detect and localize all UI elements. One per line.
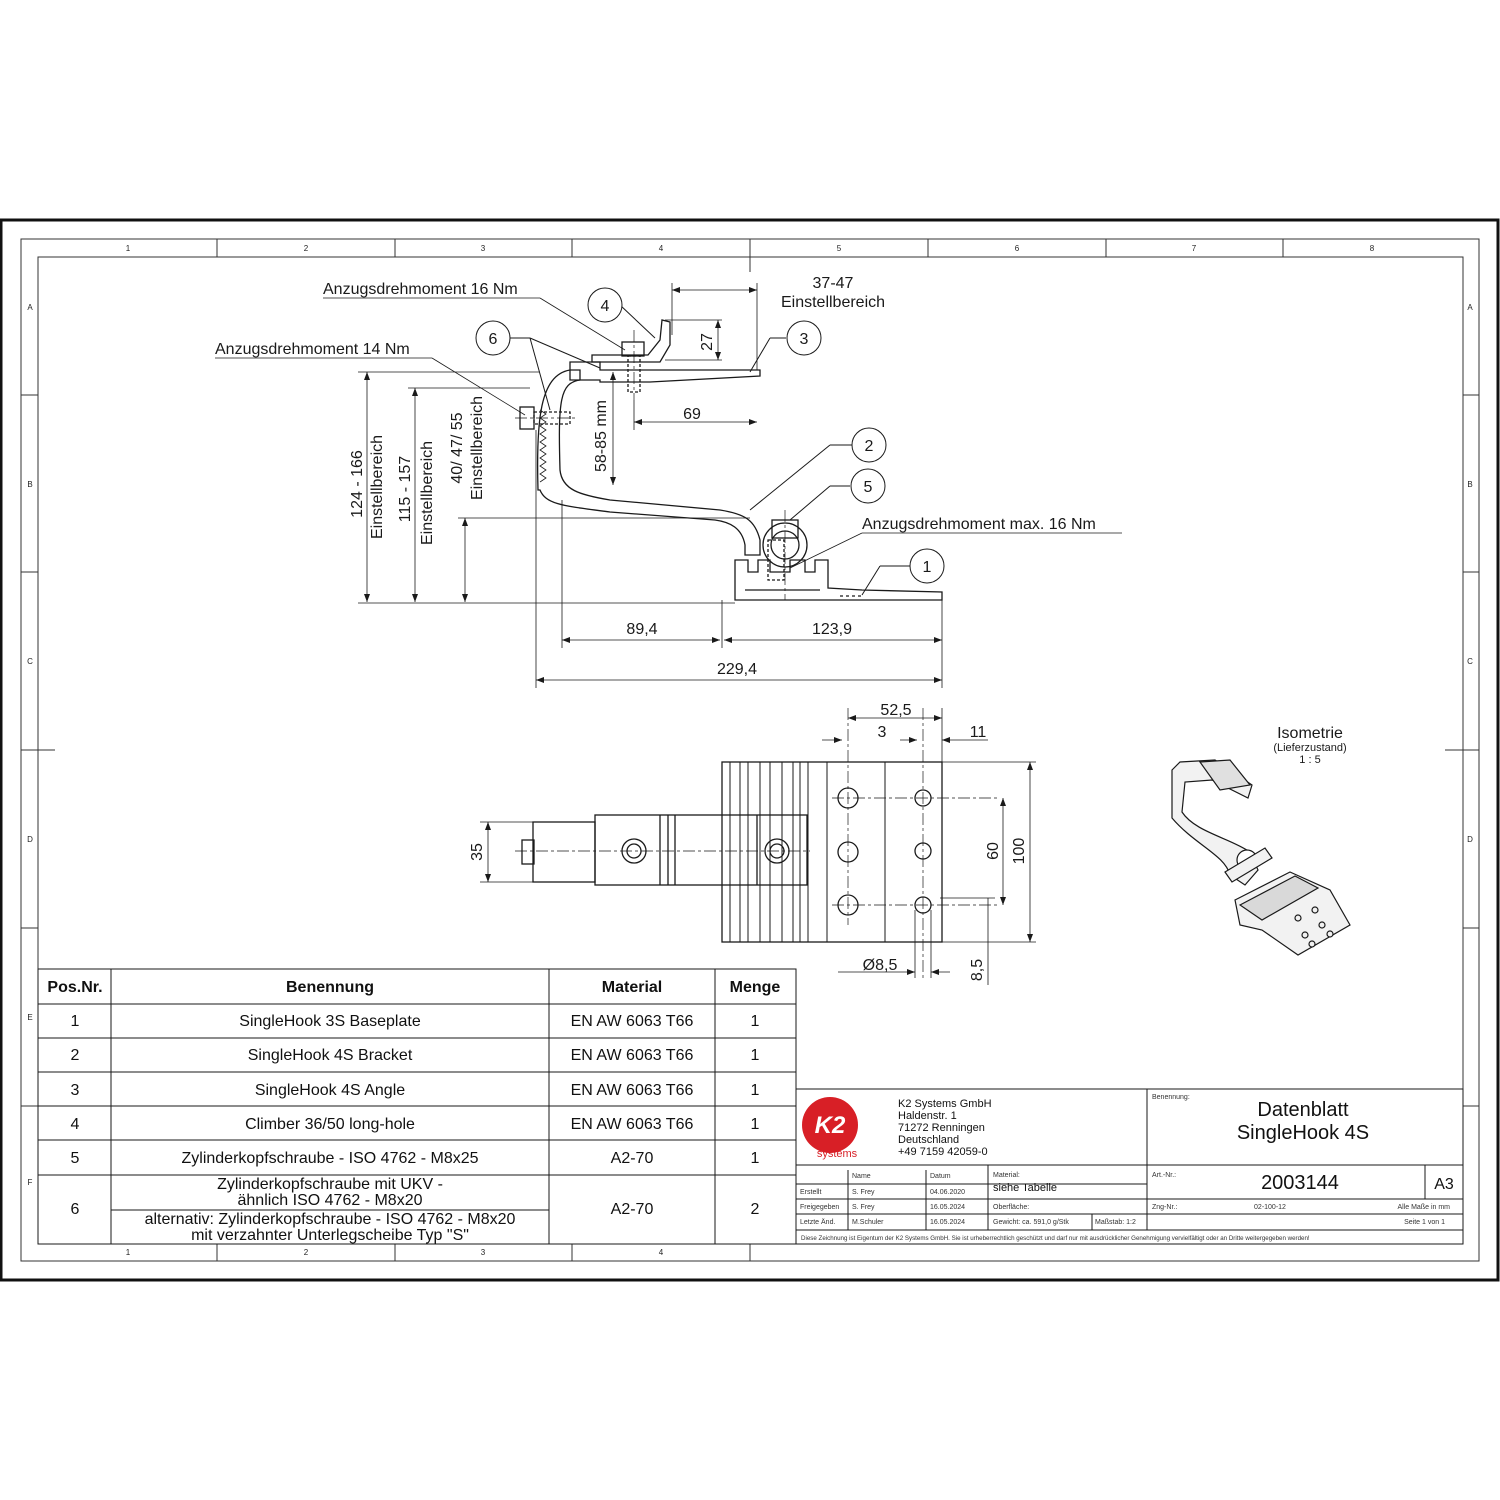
row-label: B	[1467, 480, 1473, 489]
bom-row-material: EN AW 6063 T66	[570, 1047, 694, 1064]
company-line: 71272 Renningen	[898, 1122, 985, 1134]
name-label: Name	[852, 1173, 871, 1180]
top-arrowheads	[485, 715, 1033, 975]
balloon-4-label: 4	[600, 298, 610, 315]
dim-69: 69	[683, 406, 701, 423]
sheet-format: A3	[1434, 1176, 1454, 1193]
balloon-6-label: 6	[488, 331, 498, 348]
oberflaeche-label: Oberfläche:	[993, 1204, 1030, 1211]
dim-124-166: 124 - 166	[349, 450, 366, 518]
row-label: E	[27, 1013, 33, 1022]
erstellt-label: Erstellt	[800, 1189, 822, 1196]
seite: Seite 1 von 1	[1404, 1219, 1445, 1226]
dim-35: 35	[469, 843, 486, 861]
zngnr-value: 02-100-12	[1254, 1204, 1286, 1211]
dim-3: 3	[877, 724, 887, 741]
balloon-circles	[476, 288, 944, 583]
bom-row-material: EN AW 6063 T66	[570, 1013, 694, 1030]
copyright-footer: Diese Zeichnung ist Eigentum der K2 Systems GmbH. Sie ist urheberrechtlich geschützt und darf nur mit ausdrücklicher Genehmigung vervielfältigt oder an Dritte weitergegeben werden!	[801, 1235, 1310, 1242]
top-dimension-lines	[480, 708, 1036, 985]
erstellt-date: 04.06.2020	[930, 1189, 966, 1196]
logo-subtext: systems	[816, 1148, 858, 1160]
dim-37-47: 37-47	[812, 275, 854, 292]
baseplate-top	[722, 762, 942, 942]
bom-row-name-line: Zylinderkopfschraube mit UKV -	[217, 1176, 443, 1193]
company-line: +49 7159 42059-0	[898, 1146, 988, 1158]
bom-row-qty: 2	[750, 1201, 760, 1218]
dim-40-47-55: 40/ 47/ 55	[449, 412, 466, 484]
top-view	[522, 762, 942, 942]
iso-subtitle: (Lieferzustand)	[1273, 742, 1347, 754]
dim-11: 11	[969, 724, 987, 741]
freigegeben-label: Freigegeben	[800, 1204, 840, 1211]
article-number: 2003144	[1261, 1172, 1339, 1194]
bom-row-name-line: alternativ: Zylinderkopfschraube - ISO 4762 - M8x20	[144, 1211, 516, 1228]
row-label: D	[1467, 835, 1473, 844]
dim-89-4: 89,4	[626, 621, 658, 638]
letzte-label: Letzte Änd.	[800, 1219, 836, 1226]
col-label: 3	[480, 1248, 486, 1257]
balloon-1-label: 1	[922, 559, 932, 576]
bom-row-material: A2-70	[610, 1150, 654, 1167]
bom-header-material: Material	[601, 979, 663, 996]
row-label: B	[27, 480, 33, 489]
row-label: A	[1467, 303, 1473, 312]
title-block	[796, 1089, 1463, 1244]
bom-header-pos: Pos.Nr.	[47, 979, 103, 996]
doc-title-1: Datenblatt	[1257, 1099, 1349, 1121]
letzte-date: 16.05.2024	[930, 1219, 966, 1226]
datum-label: Datum	[930, 1173, 951, 1180]
bom-row-material: EN AW 6063 T66	[570, 1116, 694, 1133]
freigegeben-date: 16.05.2024	[930, 1204, 966, 1211]
bom-row-pos: 4	[70, 1116, 80, 1133]
dim-einstellbereich-1: Einstellbereich	[369, 434, 386, 540]
bom-header-name: Benennung	[286, 979, 374, 996]
row-label: A	[27, 303, 33, 312]
row-label: F	[27, 1178, 33, 1187]
benennung-label: Benennung:	[1152, 1094, 1190, 1101]
company-line: Haldenstr. 1	[898, 1110, 957, 1122]
angle-part	[570, 362, 760, 382]
dim-diameter-8-5: Ø8,5	[862, 957, 898, 974]
col-label: 7	[1191, 244, 1197, 253]
letzte-name: M.Schuler	[852, 1219, 884, 1226]
gewicht: Gewicht: ca. 591,0 g/Stk	[993, 1219, 1069, 1226]
torque-note-16nm: Anzugsdrehmoment 16 Nm	[323, 281, 518, 298]
dim-8-5: 8,5	[969, 958, 986, 982]
row-label: C	[1467, 657, 1473, 666]
col-label: 4	[658, 1248, 664, 1257]
balloon-5-label: 5	[863, 479, 873, 496]
material-value: siehe Tabelle	[993, 1182, 1058, 1194]
dim-100: 100	[1011, 837, 1028, 865]
bom-row-pos: 1	[70, 1013, 80, 1030]
balloon-3-label: 3	[799, 331, 809, 348]
col-label: 5	[836, 244, 842, 253]
bom-row-name-line: mit verzahnter Unterlegscheibe Typ "S"	[191, 1227, 469, 1244]
bom-row-name: SingleHook 3S Baseplate	[239, 1013, 421, 1030]
bom-row-qty: 1	[750, 1013, 760, 1030]
bom-row-material: EN AW 6063 T66	[570, 1082, 694, 1099]
bom-row-name: SingleHook 4S Bracket	[247, 1047, 413, 1064]
bom-row-name: Climber 36/50 long-hole	[245, 1116, 415, 1133]
col-label: 8	[1369, 244, 1375, 253]
dim-123-9: 123,9	[811, 621, 853, 638]
bracket-part	[538, 370, 760, 555]
bom-table	[38, 969, 796, 1244]
dim-115-157: 115 - 157	[397, 455, 414, 523]
col-label: 2	[303, 244, 309, 253]
col-label: 6	[1014, 244, 1020, 253]
bom-row-qty: 1	[750, 1047, 760, 1064]
bom-header-qty: Menge	[729, 979, 781, 996]
col-label: 2	[303, 1248, 309, 1257]
col-label: 3	[480, 244, 486, 253]
logo-text: K2	[814, 1112, 846, 1139]
massstab: Maßstab: 1:2	[1095, 1219, 1136, 1226]
isometric-labels	[1273, 725, 1346, 766]
col-label: 1	[125, 1248, 131, 1257]
balloon-2-label: 2	[864, 438, 874, 455]
bom-row-qty: 1	[750, 1150, 760, 1167]
company-line: Deutschland	[898, 1134, 960, 1146]
dim-einstellbereich-2: Einstellbereich	[419, 440, 436, 546]
dim-60: 60	[985, 842, 1002, 860]
row-label: D	[27, 835, 33, 844]
bom-row-material: A2-70	[610, 1201, 654, 1218]
dim-einstellbereich-top: Einstellbereich	[780, 294, 886, 311]
bom-row-qty: 1	[750, 1116, 760, 1133]
bom-row-name-line: ähnlich ISO 4762 - M8x20	[237, 1192, 423, 1209]
dim-58-85: 58-85 mm	[593, 399, 610, 473]
dim-229-4: 229,4	[716, 661, 758, 678]
zone-labels	[27, 244, 1473, 1257]
bom-row-pos: 6	[70, 1201, 80, 1218]
iso-title: Isometrie	[1277, 725, 1343, 742]
side-view	[520, 320, 942, 600]
dim-52-5: 52,5	[880, 702, 912, 719]
col-label: 4	[658, 244, 664, 253]
doc-title-2: SingleHook 4S	[1236, 1122, 1370, 1144]
col-label: 1	[125, 244, 131, 253]
zngnr-label: Zng-Nr.:	[1152, 1204, 1178, 1211]
torque-note-max-16nm: Anzugsdrehmoment max. 16 Nm	[862, 516, 1096, 533]
bom-row-name: Zylinderkopfschraube - ISO 4762 - M8x25	[181, 1150, 479, 1167]
dim-einstellbereich-3: Einstellbereich	[469, 395, 486, 501]
torque-note-14nm: Anzugsdrehmoment 14 Nm	[215, 341, 410, 358]
erstellt-name: S. Frey	[852, 1189, 875, 1196]
bom-row-qty: 1	[750, 1082, 760, 1099]
iso-scale: 1 : 5	[1299, 754, 1321, 766]
bom-row-pos: 5	[70, 1150, 80, 1167]
isometric-view	[1172, 760, 1350, 955]
bom-row-pos: 2	[70, 1047, 80, 1064]
dim-27: 27	[699, 333, 716, 351]
company-line: K2 Systems GmbH	[898, 1098, 992, 1110]
torque-notes	[215, 281, 1122, 568]
alle-masse: Alle Maße in mm	[1397, 1204, 1450, 1211]
freigegeben-name: S. Frey	[852, 1204, 875, 1211]
material-label: Material:	[993, 1172, 1020, 1179]
bom-row-pos: 3	[70, 1082, 80, 1099]
bom-row-name: SingleHook 4S Angle	[254, 1082, 406, 1099]
artnr-label: Art.-Nr.:	[1152, 1172, 1177, 1179]
row-label: C	[27, 657, 33, 666]
